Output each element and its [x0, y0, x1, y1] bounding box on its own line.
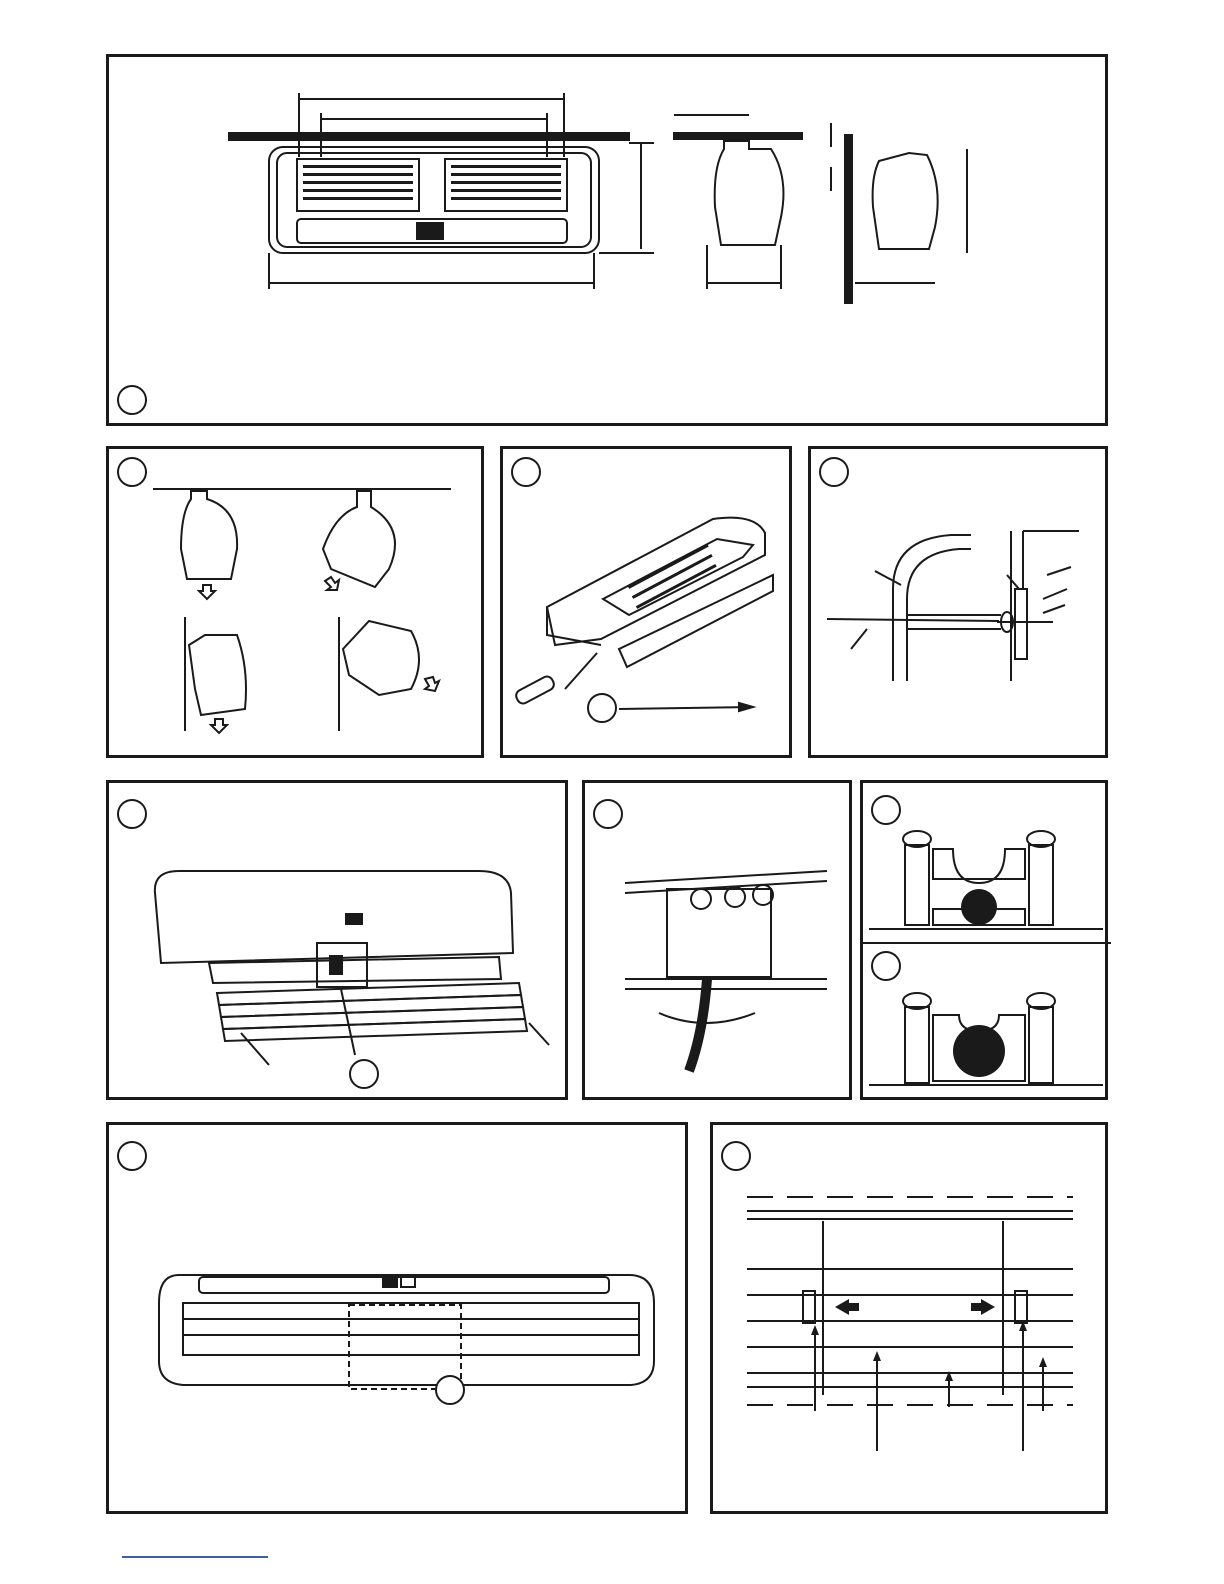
figure-mounting-orientations: [106, 446, 484, 758]
front-view-drawing: [109, 1125, 691, 1517]
figure-front-grille-removal: [106, 780, 568, 1100]
footer-link-underline: [122, 1556, 268, 1558]
air-flow-drawing: [713, 1125, 1111, 1517]
cable-clamps-drawing: [863, 783, 1111, 1103]
figure-cable-clamps: [860, 780, 1108, 1100]
terminal-block-drawing: [585, 783, 855, 1103]
figure-7b-marker: [871, 951, 901, 981]
figure-air-flow-detail: [710, 1122, 1108, 1514]
figure-3-detail-marker: [587, 693, 617, 723]
orientations-drawing: [109, 449, 487, 761]
figure-5-marker: [117, 799, 147, 829]
figure-1-marker: [117, 385, 147, 415]
figure-6-marker: [593, 799, 623, 829]
figure-9-marker: [721, 1141, 751, 1171]
figure-7a-marker: [871, 795, 901, 825]
wall-anchor-drawing: [811, 449, 1111, 761]
figure-wall-anchor-section: [808, 446, 1108, 758]
grille-removal-drawing: [109, 783, 571, 1103]
figure-front-view-unit: [106, 1122, 688, 1514]
figure-3-marker: [511, 457, 541, 487]
dimensions-drawing: [109, 57, 1111, 429]
figure-bracket-removal: [500, 446, 792, 758]
figure-5-detail-marker: [349, 1059, 379, 1089]
bracket-removal-drawing: [503, 449, 795, 761]
figure-dimensions-overview: [106, 54, 1108, 426]
figure-2-marker: [117, 457, 147, 487]
figure-8-marker: [117, 1141, 147, 1171]
figure-terminal-block-wiring: [582, 780, 852, 1100]
figure-8-detail-marker: [435, 1375, 465, 1405]
figure-4-marker: [819, 457, 849, 487]
